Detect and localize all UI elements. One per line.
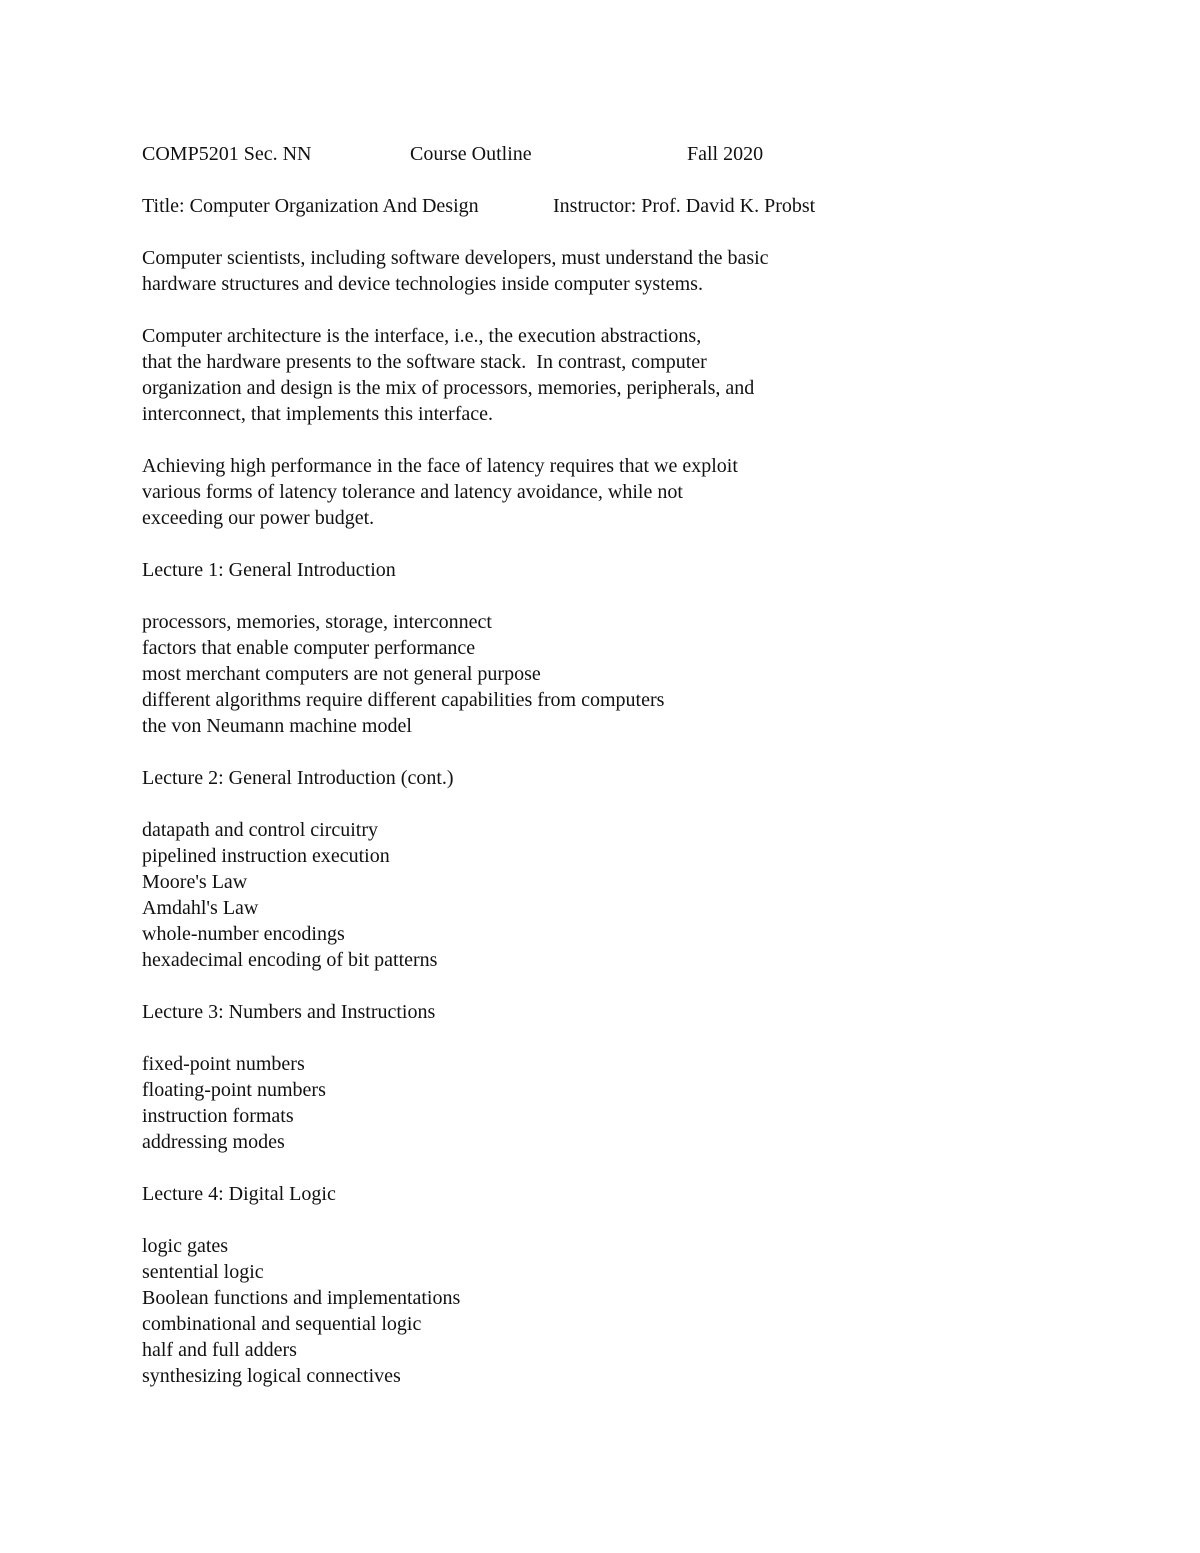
lecture-heading: Lecture 1: General Introduction — [142, 559, 396, 581]
paragraph-line: organization and design is the mix of processors, memories, peripherals, and — [142, 377, 755, 399]
paragraph — [142, 323, 1042, 427]
lecture-topic: Boolean functions and implementations — [142, 1287, 461, 1309]
lecture-topic: the von Neumann machine model — [142, 715, 412, 737]
lecture-topic: fixed-point numbers — [142, 1053, 305, 1075]
lecture-heading: Lecture 3: Numbers and Instructions — [142, 1001, 436, 1023]
spacer — [142, 219, 1042, 245]
paragraph-line: Computer architecture is the interface, i.e., the execution abstractions, — [142, 325, 702, 347]
paragraph-line: exceeding our power budget. — [142, 507, 375, 529]
lecture-topic: different algorithms require different capabilities from computers — [142, 689, 665, 711]
spacer — [142, 791, 1042, 817]
lecture-section — [142, 999, 1042, 1155]
lecture-topic: processors, memories, storage, interconnect — [142, 611, 492, 633]
term: Fall 2020 — [687, 143, 764, 165]
paragraph — [142, 245, 1042, 297]
spacer — [142, 427, 1042, 453]
lecture-topic: floating-point numbers — [142, 1079, 326, 1101]
lecture-section — [142, 1181, 1042, 1389]
lecture-topic: datapath and control circuitry — [142, 819, 379, 841]
lecture-heading: Lecture 2: General Introduction (cont.) — [142, 767, 454, 789]
spacer — [142, 297, 1042, 323]
spacer — [142, 167, 1042, 193]
lecture-topic: half and full adders — [142, 1339, 297, 1361]
spacer — [142, 1025, 1042, 1051]
lecture-topic: combinational and sequential logic — [142, 1313, 422, 1335]
instructor: Instructor: Prof. David K. Probst — [553, 195, 816, 217]
paragraph-line: various forms of latency tolerance and latency avoidance, while not — [142, 481, 683, 503]
lecture-topic: factors that enable computer performance — [142, 637, 476, 659]
title-line — [142, 193, 1042, 219]
lecture-topic: hexadecimal encoding of bit patterns — [142, 949, 438, 971]
lecture-section — [142, 765, 1042, 973]
spacer — [142, 1155, 1042, 1181]
paragraph-line: that the hardware presents to the software stack. In contrast, computer — [142, 351, 707, 373]
document-type: Course Outline — [410, 143, 532, 165]
spacer — [142, 973, 1042, 999]
document-page — [142, 141, 1042, 1389]
spacer — [142, 583, 1042, 609]
lecture-topic: instruction formats — [142, 1105, 294, 1127]
spacer — [142, 531, 1042, 557]
paragraph-line: Computer scientists, including software developers, must understand the basic — [142, 247, 769, 269]
paragraph-line: hardware structures and device technologies inside computer systems. — [142, 273, 703, 295]
lecture-topic: sentential logic — [142, 1261, 264, 1283]
spacer — [142, 1207, 1042, 1233]
document-header — [142, 141, 1042, 167]
lecture-topic: Amdahl's Law — [142, 897, 259, 919]
paragraph-line: interconnect, that implements this interface. — [142, 403, 493, 425]
lecture-topic: most merchant computers are not general purpose — [142, 663, 541, 685]
paragraph — [142, 453, 1042, 531]
lecture-topic: synthesizing logical connectives — [142, 1365, 401, 1387]
lecture-heading: Lecture 4: Digital Logic — [142, 1183, 336, 1205]
paragraph-line: Achieving high performance in the face of latency requires that we exploit — [142, 455, 738, 477]
lecture-topic: logic gates — [142, 1235, 229, 1257]
lecture-topic: pipelined instruction execution — [142, 845, 390, 867]
course-title: Title: Computer Organization And Design — [142, 195, 479, 217]
lecture-section — [142, 557, 1042, 739]
lecture-topic: whole-number encodings — [142, 923, 345, 945]
lecture-topic: Moore's Law — [142, 871, 248, 893]
course-code: COMP5201 Sec. NN — [142, 143, 312, 165]
lecture-topic: addressing modes — [142, 1131, 285, 1153]
spacer — [142, 739, 1042, 765]
